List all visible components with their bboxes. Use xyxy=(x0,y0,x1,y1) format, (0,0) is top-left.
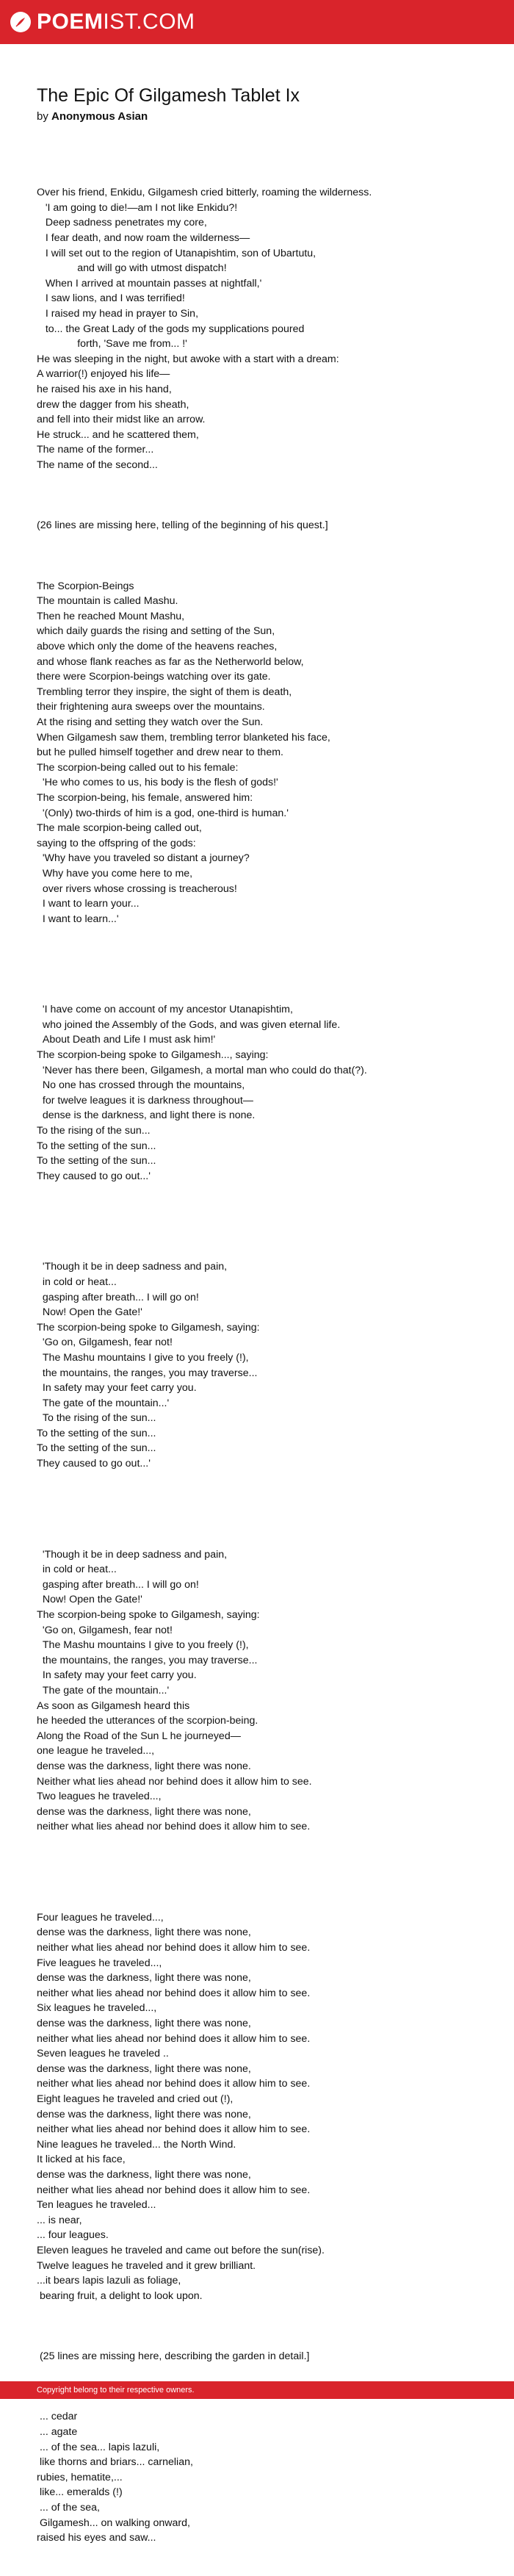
byline xyxy=(37,109,477,124)
poem-stanza: Four leagues he traveled..., dense was the darkness, light there was none, neither what lies ahead nor behind does it allow him to see. Five leagues he traveled..., dense was the darkness, light there was none, neither what lies ahead nor behind does it allow him to see. Six leagues he traveled..., dense was the darkness, light there was none, neither what lies ahead nor behind does it allow him to see. Seven leagues he traveled .. dense was the darkness, light there was none, neither what lies ahead nor behind does it allow him to see. Eight leagues he traveled and cried out (!), dense was the darkness, light there was none, neither what lies ahead nor behind does it allow him to see. Nine leagues he traveled... the North Wind. It licked at his face, dense was the darkness, light there was none, neither what lies ahead nor behind does it allow him to see. Ten leagues he traveled... ... is near, ... four leagues. Eleven leagues he traveled and came out before the sun(rise). Twelve leagues he traveled and it grew brilliant. ...it bears lapis lazuli as foliage, bearing fruit, a delight to look upon. xyxy=(37,1911,325,2302)
poem-stanza: (26 lines are missing here, telling of the beginning of his quest.] xyxy=(37,519,328,532)
logo-text-bold: POEM xyxy=(37,10,104,34)
poem-stanza: Over his friend, Enkidu, Gilgamesh cried bitterly, roaming the wilderness. 'I am going to die!—am I not like Enkidu?! Deep sadness penetrates my core, I fear death, and now roam the wilderness— I will set out to the region of Utanapishtim, son of Ubartutu, and will go with utmost dispatch! When I arrived at mountain passes at nightfall,' I saw lions, and I was terrified! I raised my head in prayer to Sin, to... the Great Lady of the gods my supplications poured forth, 'Save me from... !' He was sleeping in the night, but awoke with a start with a dream: A warrior(!) enjoyed his life— he raised his axe in his hand, drew the dagger from his sheath, and fell into their midst like an arrow. He struck... and he scattered them, The name of the former... The name of the second... xyxy=(37,187,372,471)
by-label: by xyxy=(37,110,52,123)
poem-stanza: 'Though it be in deep sadness and pain, in cold or heat... gasping after breath... I will go on! Now! Open the Gate!' The scorpion-being spoke to Gilgamesh, saying: 'Go on, Gilgamesh, fear not! The Mashu mountains I give to you freely (!), the mountains, the ranges, you may traverse... In safety may your feet carry you. The gate of the mountain...' As soon as Gilgamesh heard this he heeded the utterances of the scorpion-being. Along the Road of the Sun L he journeyed— one league he traveled..., dense was the darkness, light there was none. Neither what lies ahead nor behind does it allow him to see. Two leagues he traveled..., dense was the darkness, light there was none, neither what lies ahead nor behind does it allow him to see. xyxy=(37,1548,312,1833)
poem-content xyxy=(0,44,514,2576)
logo-text-light: IST.COM xyxy=(103,10,195,34)
logo-text xyxy=(37,11,195,33)
footer xyxy=(0,2381,514,2399)
poem-title: The Epic Of Gilgamesh Tablet Ix xyxy=(37,85,300,106)
copyright-text: Copyright belong to their respective owners. xyxy=(37,2386,195,2395)
author-link[interactable]: Anonymous Asian xyxy=(51,110,148,123)
poem-stanza: (25 lines are missing here, describing the garden in detail.] xyxy=(37,2350,310,2363)
poem-stanza: ... cedar ... agate ... of the sea... lapis lazuli, like thorns and briars... carnelian, rubies, hematite,... like... emeralds (!) ... of the sea, Gilgamesh... on walking onward, raised his eyes and saw... xyxy=(37,2411,193,2544)
poem-stanza: The Scorpion-Beings The mountain is called Mashu. Then he reached Mount Mashu, which daily guards the rising and setting of the Sun, above which only the dome of the heavens reaches, and whose flank reaches as far as the Netherworld below, there were Scorpion-beings watching over its gate. Trembling terror they inspire, the sight of them is death, their frightening aura sweeps over the mountains. At the rising and setting they watch over the Sun. When Gilgamesh saw them, trembling terror blanketed his face, but he pulled himself together and drew near to them. The scorpion-being called out to his female: 'He who comes to us, his body is the flesh of gods!' The scorpion-being, his female, answered him: '(Only) two-thirds of him is a god, one-third is human.' The male scorpion-being called out, saying to the offspring of the gods: 'Why have you traveled so distant a journey? Why have you come here to me, over rivers whose crossing is treacherous! I want to learn your... I want to learn...' xyxy=(37,580,330,925)
poem-stanza: 'I have come on account of my ancestor Utanapishtim, who joined the Assembly of the Gods, and was given eternal life. About Death and Life I must ask him!' The scorpion-being spoke to Gilgamesh..., saying: 'Never has there been, Gilgamesh, a mortal man who could do that(?). No one has crossed through the mountains, for twelve leagues it is darkness throughout— dense is the darkness, and light there is none. To the rising of the sun... To the setting of the sun... To the setting of the sun... They caused to go out...' xyxy=(37,1004,367,1182)
poemist-quill-icon xyxy=(10,12,31,32)
poem-stanza: 'Though it be in deep sadness and pain, in cold or heat... gasping after breath... I will go on! Now! Open the Gate!' The scorpion-being spoke to Gilgamesh, saying: 'Go on, Gilgamesh, fear not! The Mashu mountains I give to you freely (!), the mountains, the ranges, you may traverse... In safety may your feet carry you. The gate of the mountain...' To the rising of the sun... To the setting of the sun... To the setting of the sun... They caused to go out...' xyxy=(37,1261,260,1470)
poem-body xyxy=(37,155,477,2576)
site-logo[interactable] xyxy=(10,11,195,33)
top-bar xyxy=(0,0,514,44)
